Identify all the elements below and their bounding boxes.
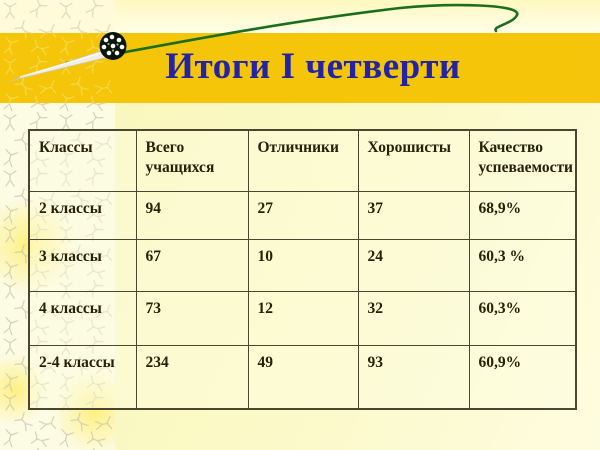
table-cell: 12 <box>248 291 358 345</box>
column-header-excellent: Отличники <box>248 130 358 191</box>
table-cell: 49 <box>248 345 358 409</box>
row-label: 3 классы <box>29 239 136 291</box>
table-cell: 60,3% <box>469 291 576 345</box>
row-label: 2 классы <box>29 191 136 239</box>
column-header-classes: Классы <box>29 130 136 191</box>
table-row <box>29 291 576 345</box>
column-header-total: Всего учащихся <box>136 130 248 191</box>
table-cell: 73 <box>136 291 248 345</box>
table-cell: 67 <box>136 239 248 291</box>
table-cell: 27 <box>248 191 358 239</box>
row-label: 4 классы <box>29 291 136 345</box>
table-row <box>29 239 576 291</box>
slide-title: Итоги I четверти <box>165 46 461 87</box>
table-cell: 10 <box>248 239 358 291</box>
table-cell: 94 <box>136 191 248 239</box>
table-cell: 93 <box>358 345 469 409</box>
table-row <box>29 345 576 409</box>
table-cell: 32 <box>358 291 469 345</box>
table-cell: 68,9% <box>469 191 576 239</box>
table-cell: 60,3 % <box>469 239 576 291</box>
column-header-quality: Качество успеваемости <box>469 130 576 191</box>
column-header-good: Хорошисты <box>358 130 469 191</box>
table-row <box>29 191 576 239</box>
row-label: 2-4 классы <box>29 345 136 409</box>
table-cell: 234 <box>136 345 248 409</box>
table-cell: 60,9% <box>469 345 576 409</box>
table-cell: 37 <box>358 191 469 239</box>
table-header-row <box>29 130 576 191</box>
results-table <box>28 129 577 410</box>
table-cell: 24 <box>358 239 469 291</box>
